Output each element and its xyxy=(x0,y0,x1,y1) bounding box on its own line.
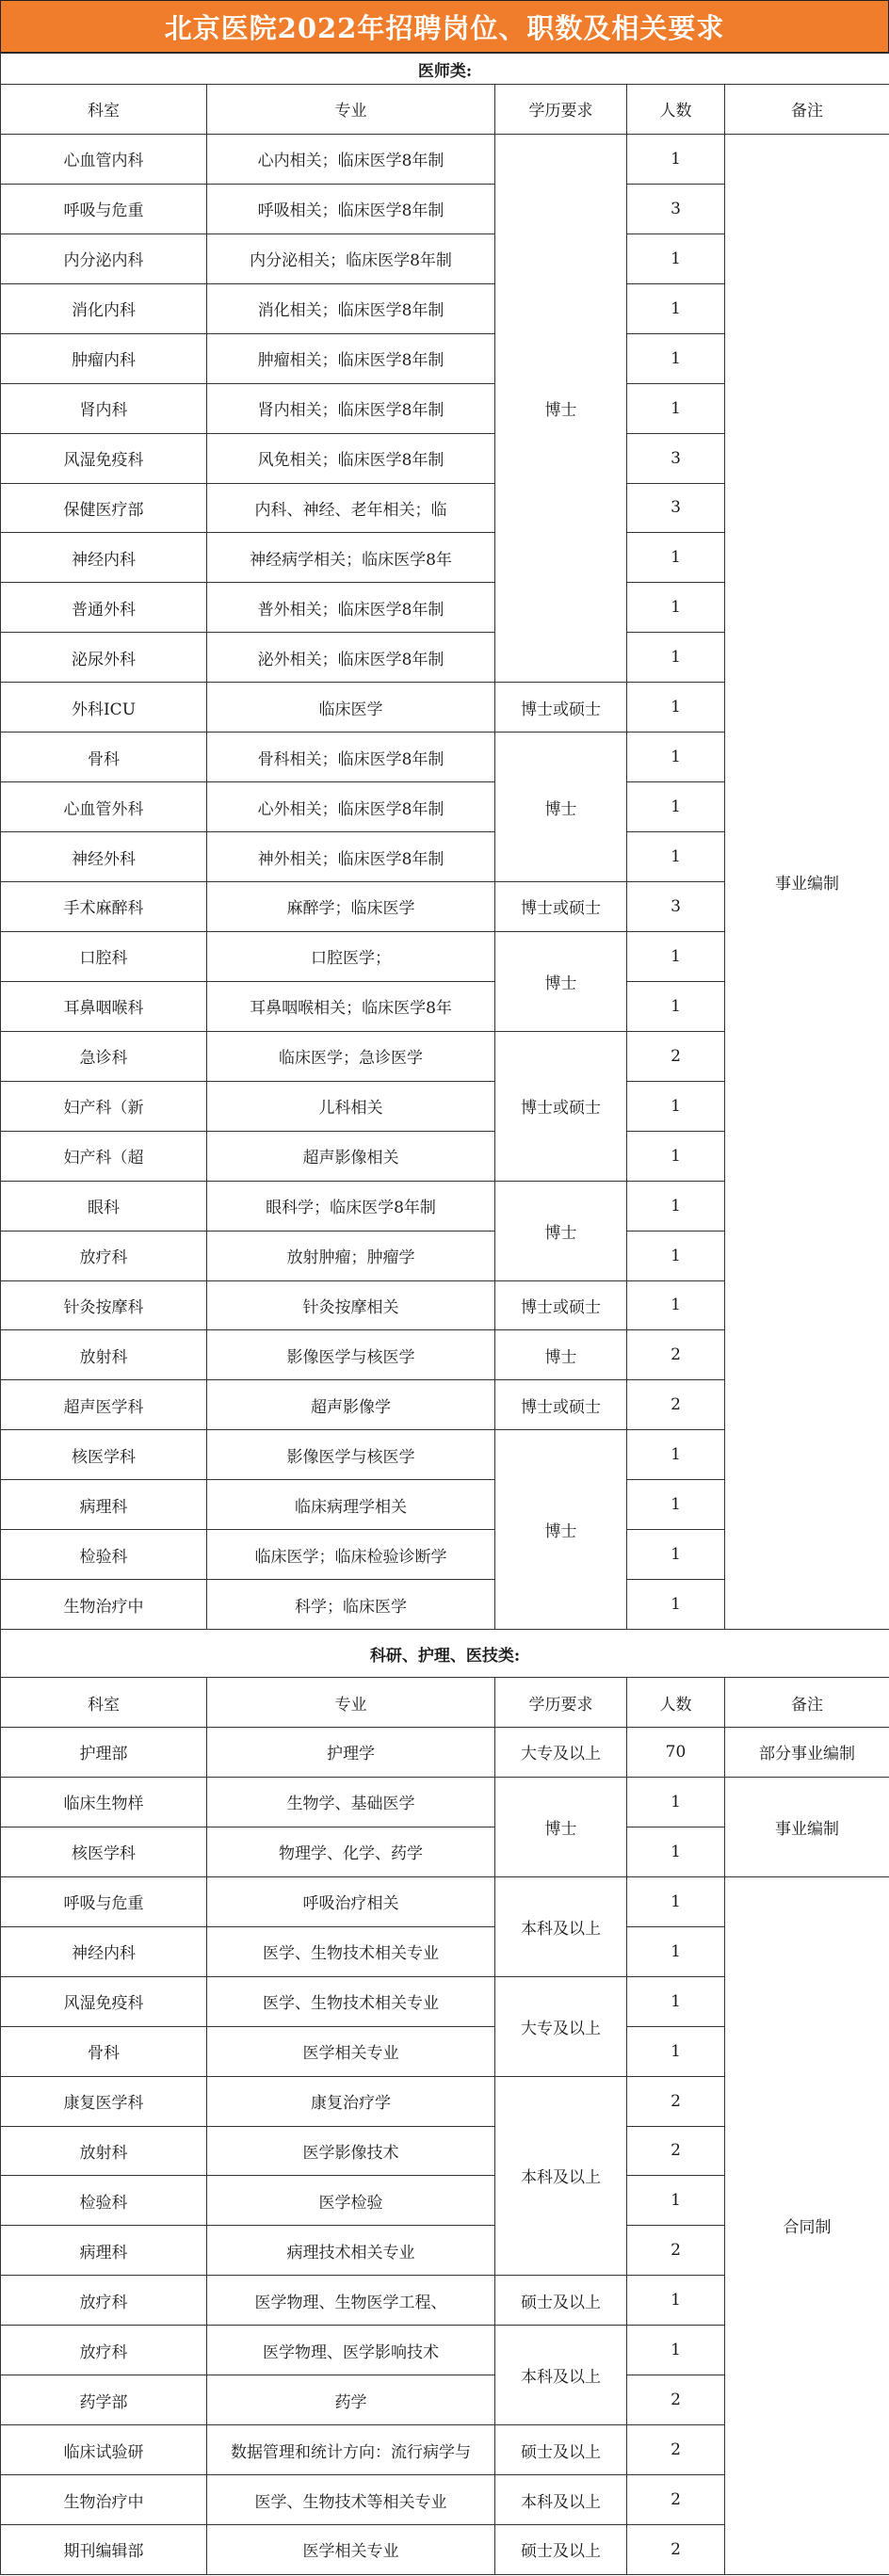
cell-major: 心内相关；临床医学8年制 xyxy=(207,134,495,184)
cell-edu: 博士 xyxy=(495,134,627,682)
cell-count: 3 xyxy=(627,184,725,233)
cell-count: 2 xyxy=(627,2475,725,2525)
cell-major: 医学物理、生物医学工程、 xyxy=(207,2276,495,2326)
cell-major: 科学；临床医学 xyxy=(207,1580,495,1630)
cell-dept: 耳鼻咽喉科 xyxy=(1,981,207,1031)
cell-count: 1 xyxy=(627,283,725,333)
cell-major: 呼吸相关；临床医学8年制 xyxy=(207,184,495,233)
cell-dept: 神经内科 xyxy=(1,1926,207,1976)
cell-major: 风免相关；临床医学8年制 xyxy=(207,433,495,483)
cell-major: 医学检验 xyxy=(207,2176,495,2226)
cell-note: 合同制 xyxy=(725,1876,889,2574)
cell-dept: 心血管内科 xyxy=(1,134,207,184)
cell-major: 医学物理、医学影响技术 xyxy=(207,2326,495,2375)
cell-major: 放射肿瘤；肿瘤学 xyxy=(207,1231,495,1280)
cell-count: 1 xyxy=(627,2276,725,2326)
cell-edu: 大专及以上 xyxy=(495,1728,627,1778)
cell-major: 眼科学；临床医学8年制 xyxy=(207,1181,495,1231)
cell-note: 事业编制 xyxy=(725,134,889,1629)
cell-dept: 期刊编辑部 xyxy=(1,2525,207,2575)
cell-dept: 骨科 xyxy=(1,2026,207,2076)
cell-dept: 针灸按摩科 xyxy=(1,1280,207,1330)
cell-count: 1 xyxy=(627,1280,725,1330)
table-row xyxy=(1,1728,889,1778)
cell-count: 1 xyxy=(627,1081,725,1131)
cell-edu: 硕士及以上 xyxy=(495,2276,627,2326)
cell-major: 临床医学 xyxy=(207,683,495,733)
cell-count: 1 xyxy=(627,1530,725,1580)
header-count: 人数 xyxy=(627,85,725,135)
cell-major: 超声影像相关 xyxy=(207,1131,495,1181)
cell-major: 药学 xyxy=(207,2375,495,2425)
header-dept: 科室 xyxy=(1,1678,207,1728)
cell-major: 口腔医学； xyxy=(207,931,495,981)
cell-major: 儿科相关 xyxy=(207,1081,495,1131)
cell-major: 内分泌相关；临床医学8年制 xyxy=(207,233,495,283)
cell-count: 1 xyxy=(627,533,725,583)
cell-major: 肿瘤相关；临床医学8年制 xyxy=(207,333,495,383)
cell-dept: 风湿免疫科 xyxy=(1,433,207,483)
cell-dept: 急诊科 xyxy=(1,1031,207,1081)
cell-dept: 核医学科 xyxy=(1,1827,207,1876)
cell-dept: 康复医学科 xyxy=(1,2076,207,2126)
cell-count: 1 xyxy=(627,683,725,733)
header-note: 备注 xyxy=(725,1678,889,1728)
cell-major: 超声影像学 xyxy=(207,1380,495,1430)
cell-dept: 普通外科 xyxy=(1,583,207,633)
cell-count: 3 xyxy=(627,433,725,483)
cell-count: 1 xyxy=(627,583,725,633)
cell-dept: 放疗科 xyxy=(1,2326,207,2375)
cell-dept: 病理科 xyxy=(1,2226,207,2276)
cell-count: 1 xyxy=(627,1480,725,1530)
cell-count: 1 xyxy=(627,383,725,433)
cell-edu: 博士 xyxy=(495,931,627,1031)
cell-dept: 临床生物样 xyxy=(1,1777,207,1827)
cell-edu: 硕士及以上 xyxy=(495,2425,627,2475)
cell-major: 医学、生物技术相关专业 xyxy=(207,1976,495,2026)
cell-count: 1 xyxy=(627,1430,725,1480)
cell-count: 1 xyxy=(627,1131,725,1181)
cell-count: 1 xyxy=(627,981,725,1031)
cell-major: 康复治疗学 xyxy=(207,2076,495,2126)
cell-count: 1 xyxy=(627,2326,725,2375)
cell-dept: 呼吸与危重 xyxy=(1,1876,207,1926)
cell-edu: 博士 xyxy=(495,1330,627,1380)
cell-dept: 眼科 xyxy=(1,1181,207,1231)
cell-edu: 博士或硕士 xyxy=(495,683,627,733)
cell-count: 1 xyxy=(627,333,725,383)
header-note: 备注 xyxy=(725,85,889,135)
cell-dept: 泌尿外科 xyxy=(1,633,207,683)
cell-dept: 病理科 xyxy=(1,1480,207,1530)
cell-count: 1 xyxy=(627,633,725,683)
cell-dept: 检验科 xyxy=(1,2176,207,2226)
cell-count: 2 xyxy=(627,2226,725,2276)
cell-count: 2 xyxy=(627,1031,725,1081)
cell-dept: 肾内科 xyxy=(1,383,207,433)
cell-major: 内科、神经、老年相关；临 xyxy=(207,483,495,533)
cell-dept: 心血管外科 xyxy=(1,782,207,832)
cell-count: 1 xyxy=(627,1827,725,1876)
cell-dept: 骨科 xyxy=(1,733,207,782)
cell-count: 3 xyxy=(627,882,725,932)
cell-count: 1 xyxy=(627,832,725,882)
cell-count: 70 xyxy=(627,1728,725,1778)
cell-dept: 妇产科（超 xyxy=(1,1131,207,1181)
cell-edu: 博士或硕士 xyxy=(495,882,627,932)
cell-dept: 放疗科 xyxy=(1,1231,207,1280)
cell-count: 1 xyxy=(627,1231,725,1280)
cell-count: 2 xyxy=(627,2076,725,2126)
cell-major: 肾内相关；临床医学8年制 xyxy=(207,383,495,433)
header-edu: 学历要求 xyxy=(495,1678,627,1728)
cell-edu: 本科及以上 xyxy=(495,1876,627,1976)
cell-count: 1 xyxy=(627,733,725,782)
cell-dept: 风湿免疫科 xyxy=(1,1976,207,2026)
cell-count: 2 xyxy=(627,2525,725,2575)
table-row xyxy=(1,1777,889,1827)
cell-dept: 护理部 xyxy=(1,1728,207,1778)
cell-major: 数据管理和统计方向：流行病学与 xyxy=(207,2425,495,2475)
cell-edu: 博士或硕士 xyxy=(495,1031,627,1181)
cell-count: 1 xyxy=(627,1976,725,2026)
section-title-physicians: 医师类: xyxy=(1,54,889,85)
cell-dept: 生物治疗中 xyxy=(1,1580,207,1630)
cell-major: 耳鼻咽喉相关；临床医学8年 xyxy=(207,981,495,1031)
cell-major: 护理学 xyxy=(207,1728,495,1778)
section-title-research: 科研、护理、医技类: xyxy=(1,1630,889,1678)
cell-major: 呼吸治疗相关 xyxy=(207,1876,495,1926)
cell-note: 部分事业编制 xyxy=(725,1728,889,1778)
cell-dept: 放射科 xyxy=(1,1330,207,1380)
cell-edu: 博士 xyxy=(495,733,627,882)
cell-dept: 神经内科 xyxy=(1,533,207,583)
cell-dept: 保健医疗部 xyxy=(1,483,207,533)
column-header-row xyxy=(1,85,889,135)
cell-edu: 本科及以上 xyxy=(495,2475,627,2525)
header-edu: 学历要求 xyxy=(495,85,627,135)
header-major: 专业 xyxy=(207,1678,495,1728)
cell-count: 1 xyxy=(627,233,725,283)
cell-dept: 超声医学科 xyxy=(1,1380,207,1430)
cell-major: 神外相关；临床医学8年制 xyxy=(207,832,495,882)
cell-dept: 放疗科 xyxy=(1,2276,207,2326)
cell-dept: 肿瘤内科 xyxy=(1,333,207,383)
cell-major: 泌外相关；临床医学8年制 xyxy=(207,633,495,683)
cell-count: 1 xyxy=(627,1181,725,1231)
cell-major: 临床医学；临床检验诊断学 xyxy=(207,1530,495,1580)
column-header-row xyxy=(1,1678,889,1728)
cell-count: 1 xyxy=(627,782,725,832)
section-header-row xyxy=(1,54,889,85)
cell-dept: 消化内科 xyxy=(1,283,207,333)
cell-major: 临床医学；急诊医学 xyxy=(207,1031,495,1081)
cell-dept: 内分泌内科 xyxy=(1,233,207,283)
header-dept: 科室 xyxy=(1,85,207,135)
cell-major: 生物学、基础医学 xyxy=(207,1777,495,1827)
cell-count: 1 xyxy=(627,1876,725,1926)
cell-dept: 临床试验研 xyxy=(1,2425,207,2475)
cell-count: 2 xyxy=(627,2375,725,2425)
header-major: 专业 xyxy=(207,85,495,135)
cell-major: 医学、生物技术相关专业 xyxy=(207,1926,495,1976)
cell-edu: 本科及以上 xyxy=(495,2326,627,2425)
cell-count: 2 xyxy=(627,1380,725,1430)
cell-count: 1 xyxy=(627,1580,725,1630)
section-header-row xyxy=(1,1630,889,1678)
cell-count: 1 xyxy=(627,931,725,981)
cell-edu: 硕士及以上 xyxy=(495,2525,627,2575)
cell-dept: 外科ICU xyxy=(1,683,207,733)
cell-edu: 博士 xyxy=(495,1430,627,1630)
cell-dept: 神经外科 xyxy=(1,832,207,882)
cell-major: 普外相关；临床医学8年制 xyxy=(207,583,495,633)
cell-major: 针灸按摩相关 xyxy=(207,1280,495,1330)
cell-count: 2 xyxy=(627,2126,725,2176)
cell-major: 影像医学与核医学 xyxy=(207,1430,495,1480)
cell-major: 麻醉学；临床医学 xyxy=(207,882,495,932)
cell-major: 物理学、化学、药学 xyxy=(207,1827,495,1876)
table-row xyxy=(1,134,889,184)
recruitment-table xyxy=(0,53,889,2575)
table-row xyxy=(1,1876,889,1926)
cell-edu: 本科及以上 xyxy=(495,2076,627,2276)
cell-dept: 药学部 xyxy=(1,2375,207,2425)
header-count: 人数 xyxy=(627,1678,725,1728)
cell-major: 医学相关专业 xyxy=(207,2026,495,2076)
cell-count: 1 xyxy=(627,1926,725,1976)
cell-dept: 生物治疗中 xyxy=(1,2475,207,2525)
cell-major: 影像医学与核医学 xyxy=(207,1330,495,1380)
cell-major: 医学相关专业 xyxy=(207,2525,495,2575)
cell-count: 1 xyxy=(627,1777,725,1827)
cell-count: 1 xyxy=(627,2176,725,2226)
cell-dept: 放射科 xyxy=(1,2126,207,2176)
page-title: 北京医院2022年招聘岗位、职数及相关要求 xyxy=(0,0,889,53)
cell-count: 2 xyxy=(627,2425,725,2475)
cell-count: 3 xyxy=(627,483,725,533)
cell-major: 病理技术相关专业 xyxy=(207,2226,495,2276)
cell-edu: 博士或硕士 xyxy=(495,1380,627,1430)
cell-dept: 检验科 xyxy=(1,1530,207,1580)
cell-dept: 手术麻醉科 xyxy=(1,882,207,932)
cell-dept: 呼吸与危重 xyxy=(1,184,207,233)
cell-count: 1 xyxy=(627,134,725,184)
cell-major: 骨科相关；临床医学8年制 xyxy=(207,733,495,782)
cell-dept: 核医学科 xyxy=(1,1430,207,1480)
cell-dept: 妇产科（新 xyxy=(1,1081,207,1131)
cell-major: 神经病学相关；临床医学8年 xyxy=(207,533,495,583)
cell-major: 临床病理学相关 xyxy=(207,1480,495,1530)
cell-major: 医学影像技术 xyxy=(207,2126,495,2176)
cell-major: 消化相关；临床医学8年制 xyxy=(207,283,495,333)
cell-edu: 博士 xyxy=(495,1777,627,1876)
cell-major: 医学、生物技术等相关专业 xyxy=(207,2475,495,2525)
cell-edu: 博士 xyxy=(495,1181,627,1280)
cell-count: 2 xyxy=(627,1330,725,1380)
cell-major: 心外相关；临床医学8年制 xyxy=(207,782,495,832)
cell-note: 事业编制 xyxy=(725,1777,889,1876)
cell-edu: 博士或硕士 xyxy=(495,1280,627,1330)
cell-edu: 大专及以上 xyxy=(495,1976,627,2076)
cell-dept: 口腔科 xyxy=(1,931,207,981)
cell-count: 1 xyxy=(627,2026,725,2076)
